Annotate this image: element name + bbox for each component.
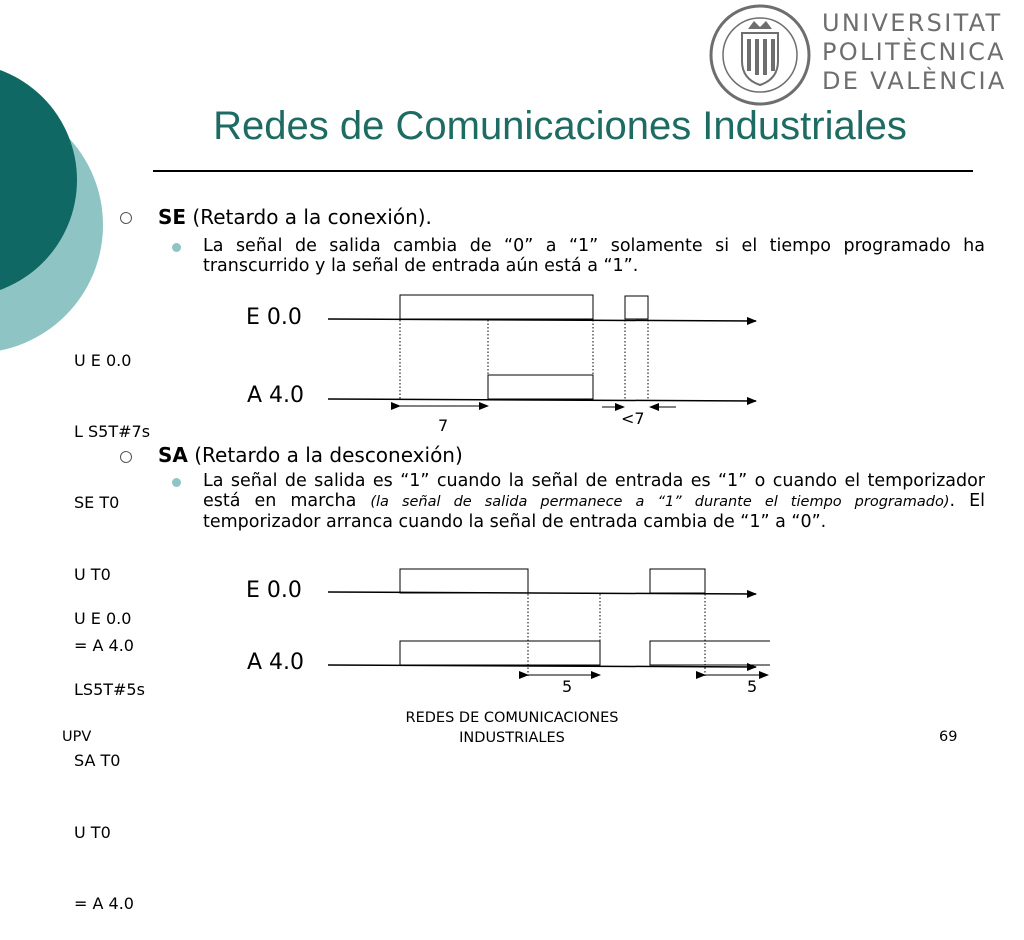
section-sa-heading bbox=[158, 443, 463, 467]
code-line: U T0 bbox=[74, 822, 111, 842]
code-line: SE T0 bbox=[74, 493, 120, 513]
code-line: = A 4.0 bbox=[74, 636, 134, 656]
section-sa-description bbox=[203, 471, 985, 532]
code-line: U E 0.0 bbox=[74, 350, 132, 370]
se-input-pulse-long bbox=[400, 295, 593, 319]
code-line: U T0 bbox=[74, 564, 111, 584]
section-sa-heading-text: (Retardo a la desconexión) bbox=[187, 443, 463, 467]
bullet-circle-icon bbox=[120, 212, 132, 224]
sa-input-pulse-1 bbox=[400, 569, 528, 593]
sa-output-pulse-1 bbox=[400, 641, 600, 665]
code-line: L S5T#7s bbox=[74, 421, 151, 441]
code-line: = A 4.0 bbox=[74, 894, 134, 914]
section-se-description: La señal de salida cambia de “0” a “1” solamente si el tiempo programado ha transcurrido y la señal de entrada aún está a “1”. bbox=[203, 236, 985, 276]
code-line: U E 0.0 bbox=[74, 608, 132, 628]
se-output-signal-label: A 4.0 bbox=[247, 383, 305, 408]
footer-center: REDES DE COMUNICACIONES INDUSTRIALES bbox=[405, 710, 619, 746]
se-timing-diagram bbox=[320, 290, 770, 420]
bullet-dot-icon bbox=[172, 478, 181, 487]
sa-input-signal-label: E 0.0 bbox=[246, 578, 302, 603]
footer-left: UPV bbox=[62, 729, 92, 745]
page-number: 69 bbox=[939, 729, 958, 745]
section-se-keyword: SE bbox=[158, 205, 187, 229]
se-interval-label: 7 bbox=[438, 416, 449, 435]
sa-interval-label-1: 5 bbox=[562, 677, 573, 696]
se-short-interval-label: <7 bbox=[621, 409, 645, 428]
section-sa-code bbox=[74, 559, 145, 940]
wordmark-line-1: UNIVERSITAT bbox=[822, 9, 1003, 37]
se-input-pulse-short bbox=[625, 296, 648, 319]
title-underline bbox=[153, 170, 973, 172]
code-line: SA T0 bbox=[74, 751, 121, 771]
sa-output-signal-label: A 4.0 bbox=[247, 650, 305, 675]
se-output-pulse bbox=[488, 375, 593, 399]
sa-description-end: . El temporizador arranca cuando la señal de entrada cambia de “1” a “0”. bbox=[203, 491, 985, 532]
wordmark-line-3: DE VALÈNCIA bbox=[822, 67, 1007, 95]
section-sa-keyword: SA bbox=[158, 443, 188, 467]
section-se-heading bbox=[158, 205, 432, 229]
sa-output-pulse-2 bbox=[650, 641, 770, 665]
wordmark-line-2: POLITÈCNICA bbox=[822, 38, 1006, 66]
sa-description-start: La señal de salida es “1” cuando la señal de entrada es “1” o cuando el temporizador está en marcha bbox=[203, 471, 985, 511]
bullet-circle-icon bbox=[120, 451, 132, 463]
bullet-dot-icon bbox=[172, 243, 181, 252]
slide-title: Redes de Comunicaciones Industriales bbox=[213, 104, 907, 148]
sa-timing-diagram bbox=[320, 560, 770, 690]
section-se-heading-text: (Retardo a la conexión). bbox=[186, 205, 432, 229]
se-input-signal-label: E 0.0 bbox=[246, 305, 302, 330]
sa-interval-label-2: 5 bbox=[747, 677, 758, 696]
university-seal-logo bbox=[708, 3, 812, 107]
university-name-wordmark bbox=[822, 9, 1007, 96]
code-line: LS5T#5s bbox=[74, 679, 145, 699]
sa-input-pulse-2 bbox=[650, 569, 705, 593]
sa-description-note: (la señal de salida permanece a “1” durante el tiempo programado) bbox=[370, 494, 950, 510]
